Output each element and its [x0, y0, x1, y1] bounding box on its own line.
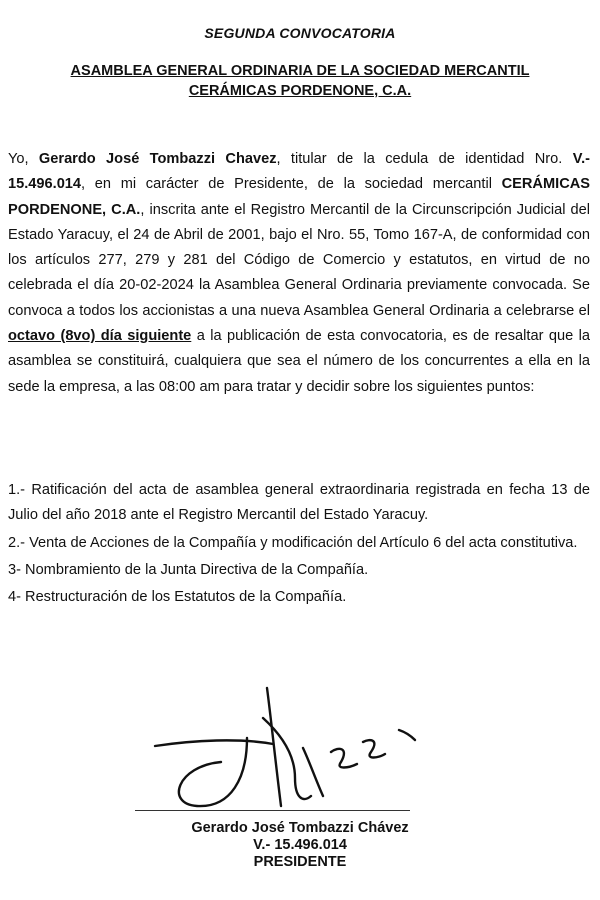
signature-block — [140, 820, 460, 871]
signer-name: Gerardo José Tombazzi Chávez — [191, 820, 409, 836]
agenda-item: 3- Nombramiento de la Junta Directiva de la Compañía. — [8, 561, 369, 578]
body-text-3: , en mi carácter de Presidente, de la sociedad mercantil — [81, 176, 502, 193]
agenda-item: 4- Restructuración de los Estatutos de la Compañía. — [8, 589, 347, 606]
agenda-item: 1.- Ratificación del acta de asamblea general extraordinaria registrada en fecha 13 de Julio del año 2018 ante el Registro Mercantil del Estado Yaracuy. — [8, 482, 590, 524]
document-title — [20, 61, 580, 101]
body-text-1: Yo, — [8, 151, 39, 167]
signer-id: V.- 15.496.014 — [253, 837, 347, 853]
body-text-4: , inscrita ante el Registro Mercantil de la Circunscripción Judicial del Estado Yaracuy, el 24 de Abril de 2001, bajo el Nro. 55, Tomo 167-A, de conformidad con los artículos 277, 279 y 281 del Código de Comercio y estatutos, en virtud de no celebrada el día 20-02-2024 la Asamblea General Ordinaria previamente convocada. Se convoca a todos los accionistas a una nueva Asamblea General Ordinaria a celebrarse el — [8, 201, 591, 319]
body-paragraph — [8, 147, 590, 400]
title-line-1: ASAMBLEA GENERAL ORDINARIA DE LA SOCIEDAD MERCANTIL — [70, 63, 530, 79]
document-subtitle: SEGUNDA CONVOCATORIA — [204, 25, 396, 41]
signature-line — [135, 810, 410, 811]
signer-role: PRESIDENTE — [253, 854, 347, 870]
agenda-list — [8, 478, 590, 612]
body-text-5: a la publicación de esta convocatoria, es de resaltar que la asamblea se constituirá, cualquiera que sea el número de los concurrentes a ella en la sede la empresa, a las 08:00 am para tratar y decidir sobre los siguientes puntos: — [8, 328, 590, 395]
title-line-2: CERÁMICAS PORDENONE, C.A. — [188, 83, 412, 99]
meeting-day-highlight: octavo (8vo) día siguiente — [8, 328, 192, 345]
agenda-item: 2.- Venta de Acciones de la Compañía y modificación del Artículo 6 del acta constitutiva. — [8, 534, 578, 551]
handwritten-signature — [135, 678, 420, 813]
body-text-2: , titular de la cedula de identidad Nro. — [276, 151, 573, 167]
company-name: CERÁMICAS PORDENONE, C.A. — [8, 176, 590, 218]
president-name: Gerardo José Tombazzi Chavez — [38, 151, 277, 167]
president-id: V.- 15.496.014 — [8, 151, 590, 193]
